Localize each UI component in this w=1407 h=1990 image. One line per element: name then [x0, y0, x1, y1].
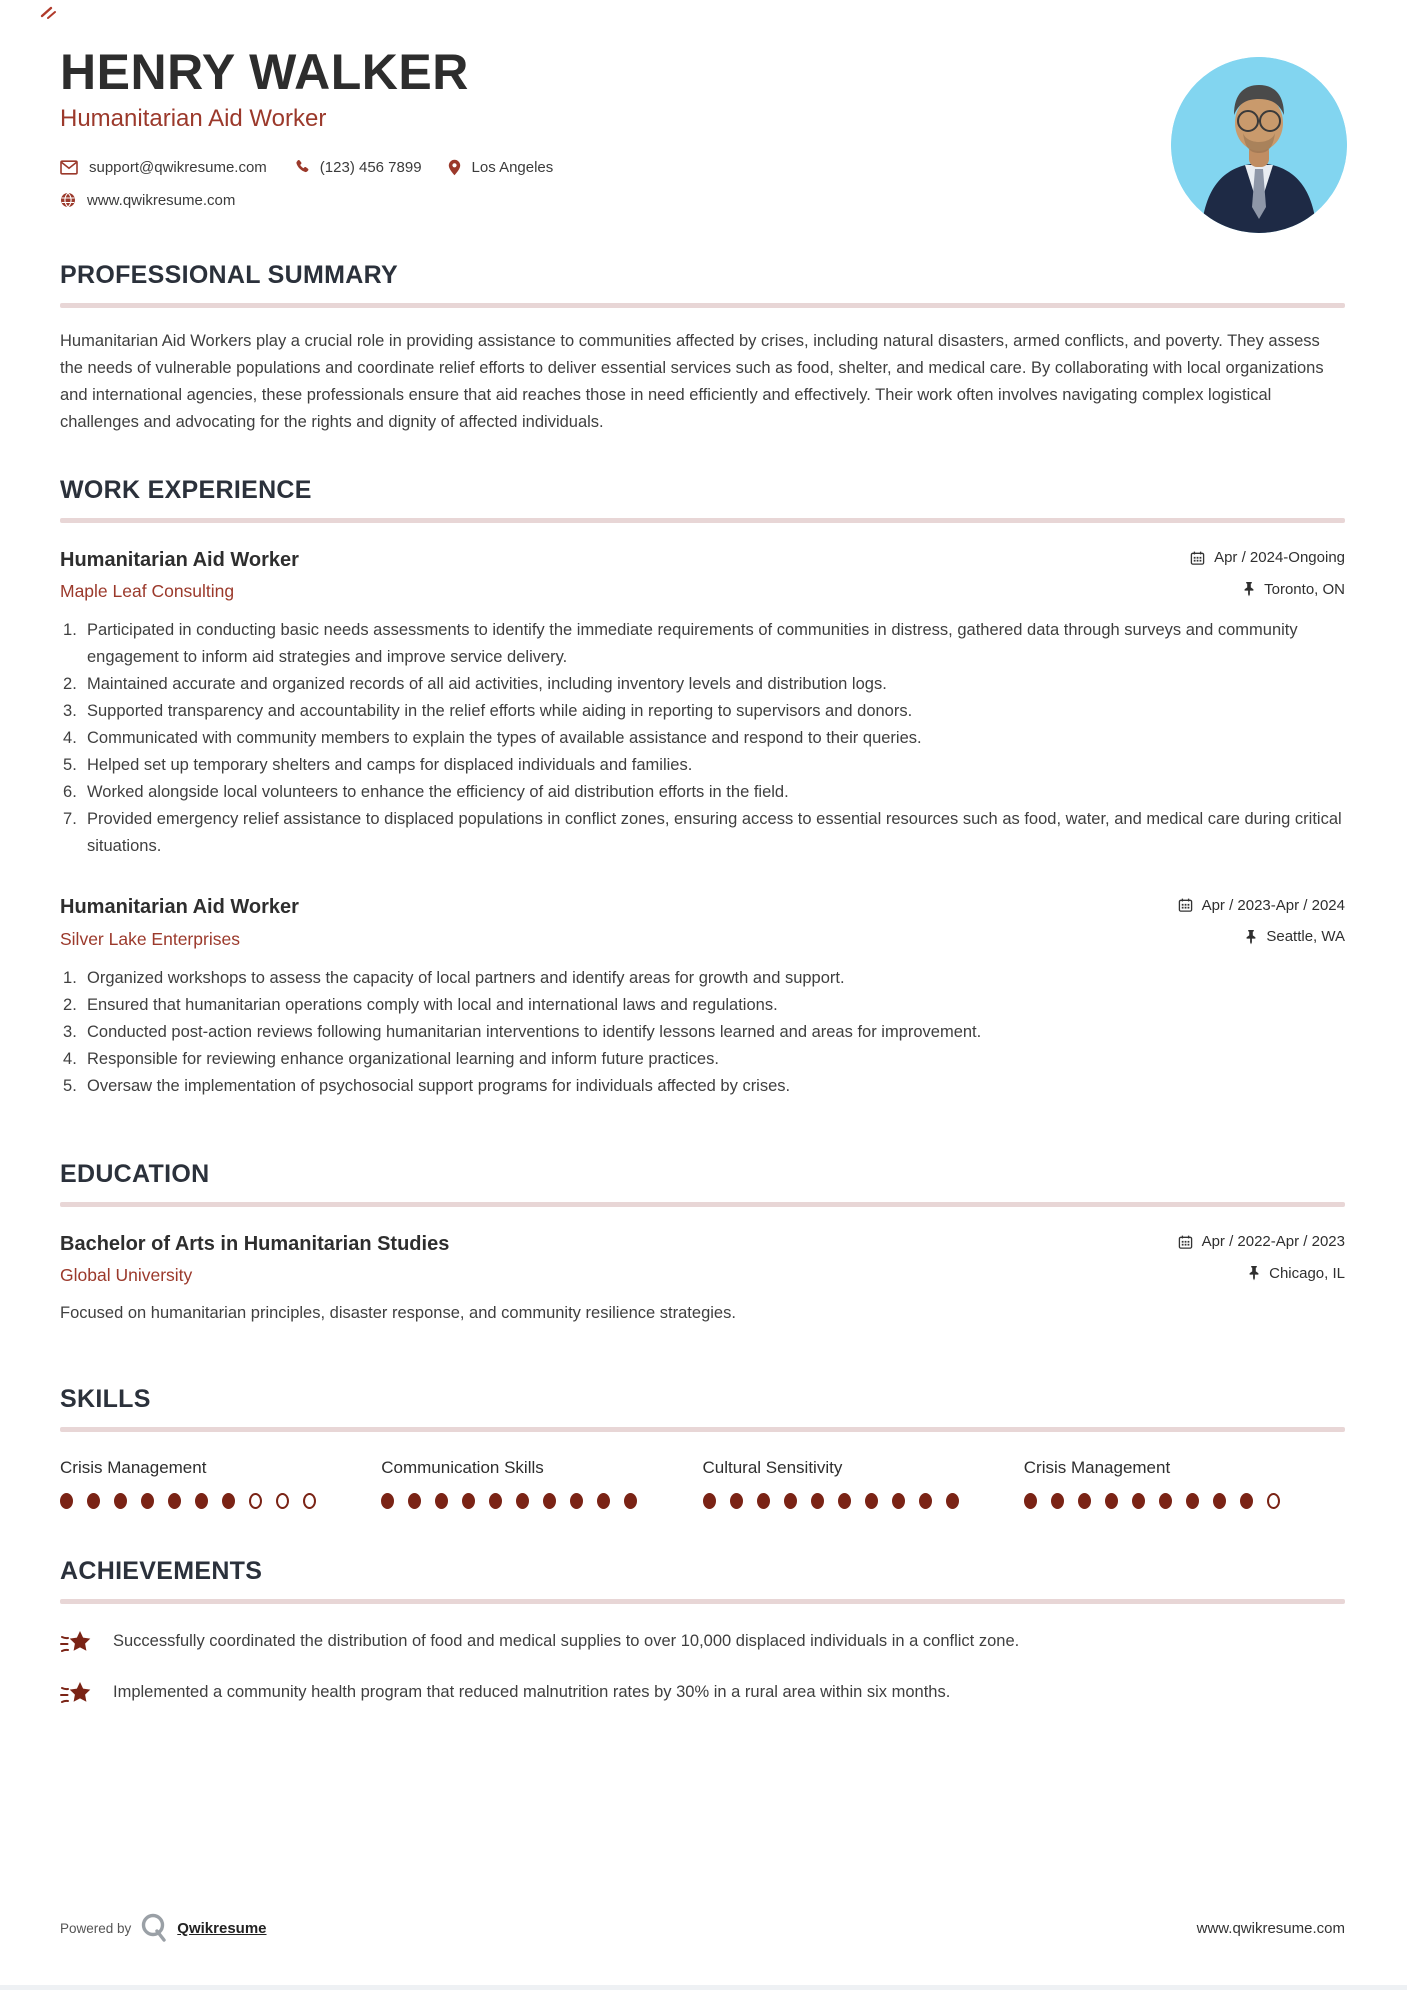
skill-dot-filled: [435, 1493, 448, 1509]
skill-name: Cultural Sensitivity: [702, 1458, 843, 1477]
pushpin-icon: [1245, 929, 1257, 945]
section-divider: [60, 1427, 1345, 1432]
skill-dot-filled: [195, 1493, 208, 1509]
job-bullet: Responsible for reviewing enhance organizational learning and inform future practices.: [87, 1049, 719, 1068]
education-location-text: Chicago, IL: [1269, 1264, 1345, 1282]
education-dates: [1178, 1233, 1345, 1250]
school-name: Global University: [60, 1265, 193, 1285]
job-entry: [60, 549, 1345, 861]
person-name: HENRY WALKER: [60, 44, 469, 100]
skill-dot-filled: [543, 1493, 556, 1509]
job-bullet: Supported transparency and accountability in the relief efforts while aiding in reporting to supervisors and donors.: [87, 702, 913, 720]
location-item: [448, 159, 554, 176]
skill-dot-filled: [1240, 1493, 1253, 1509]
section-work-experience: [60, 476, 1345, 1100]
powered-by: [60, 1912, 267, 1944]
section-skills: [60, 1385, 1345, 1509]
calendar-icon: [1178, 1234, 1193, 1250]
envelope-icon: [60, 160, 78, 175]
profile-photo-illustration: [1171, 57, 1347, 233]
skill-dot-filled: [892, 1493, 905, 1509]
job-bullet: Provided emergency relief assistance to displaced populations in conflict zones, ensuring access to essential resources such as food, water, and medical care during critical situations.: [87, 810, 1342, 855]
skill-item: [1024, 1458, 1345, 1509]
corner-mark-icon: [40, 5, 62, 19]
header: [60, 46, 1345, 209]
skill-dot-empty: [303, 1493, 316, 1509]
skill-dot-filled: [865, 1493, 878, 1509]
skill-dot-filled: [141, 1493, 154, 1509]
work-heading: WORK EXPERIENCE: [60, 475, 312, 504]
skill-item: [381, 1458, 702, 1509]
achievement-item: [60, 1628, 1345, 1659]
phone-text: (123) 456 7899: [319, 158, 422, 176]
skill-dot-filled: [1132, 1493, 1145, 1509]
calendar-icon: [1178, 897, 1193, 913]
job-bullet: Worked alongside local volunteers to enhance the efficiency of aid distribution efforts in the field.: [87, 783, 789, 801]
job-bullet-list: [60, 965, 1345, 1100]
skill-dot-empty: [249, 1493, 262, 1509]
footer: [60, 1912, 1345, 1944]
job-dates-text: Apr / 2024-Ongoing: [1214, 549, 1345, 566]
section-education: [60, 1160, 1345, 1328]
skill-dot-filled: [757, 1493, 770, 1509]
website-text: www.qwikresume.com: [87, 191, 236, 209]
jobs-container: [60, 549, 1345, 1100]
skill-dot-filled: [703, 1493, 716, 1509]
email-text: support@qwikresume.com: [89, 158, 267, 176]
achievement-text: Implemented a community health program that reduced malnutrition rates by 30% in a rural area within six months.: [113, 1683, 951, 1701]
job-location: [1245, 928, 1345, 945]
contact-row-2: [60, 192, 1345, 209]
section-divider: [60, 1202, 1345, 1207]
brand-link[interactable]: Qwikresume: [177, 1919, 267, 1937]
job-dates-text: Apr / 2023-Apr / 2024: [1201, 896, 1345, 914]
skill-dot-empty: [1267, 1493, 1280, 1509]
skills-grid: [60, 1458, 1345, 1509]
skill-dot-filled: [87, 1493, 100, 1509]
skill-dot-filled: [919, 1493, 932, 1509]
skill-dot-filled: [946, 1493, 959, 1509]
summary-text: Humanitarian Aid Workers play a crucial role in providing assistance to communities affected by crises, including natural disasters, armed conflicts, and poverty. They assess the needs of vulnerable populations and coordinate relief efforts to deliver essential services such as food, shelter, and medical care. By collaborating with local organizations and international agencies, these professionals ensure that aid reaches those in need efficiently and effectively. Their work often involves navigating complex logistical challenges and advocating for the rights and dignity of affected individuals.: [60, 331, 1324, 431]
education-description: Focused on humanitarian principles, disaster response, and community resilience strategies.: [60, 1304, 736, 1322]
map-pin-icon: [448, 159, 461, 176]
skill-dot-filled: [60, 1493, 73, 1509]
job-title: Humanitarian Aid Worker: [60, 548, 299, 571]
achievements-heading: ACHIEVEMENTS: [60, 1557, 263, 1585]
pushpin-icon: [1243, 581, 1255, 597]
achievement-text: Successfully coordinated the distribution of food and medical supplies to over 10,000 displaced individuals in a conflict zone.: [113, 1632, 1020, 1650]
job-bullet: Participated in conducting basic needs assessments to identify the immediate requirements of communities in distress, gathered data through surveys and community engagement to inform aid strategies and improve service delivery.: [87, 621, 1298, 666]
skill-dot-filled: [114, 1493, 127, 1509]
email-link[interactable]: [60, 159, 267, 176]
location-text: Los Angeles: [471, 158, 554, 176]
skill-name: Communication Skills: [381, 1458, 544, 1477]
job-location: [1243, 581, 1345, 598]
job-bullet: Ensured that humanitarian operations comply with local and international laws and regulations.: [87, 995, 778, 1014]
skill-dot-filled: [1024, 1493, 1037, 1509]
skill-rating: [60, 1493, 381, 1509]
skill-dot-filled: [811, 1493, 824, 1509]
job-location-text: Toronto, ON: [1264, 580, 1345, 598]
skill-dot-filled: [1159, 1493, 1172, 1509]
phone-icon: [293, 159, 309, 175]
education-entry: [60, 1233, 1345, 1328]
website-link[interactable]: [60, 192, 235, 209]
job-bullet: Maintained accurate and organized records of all aid activities, including inventory levels and distribution logs.: [87, 675, 887, 693]
skill-dot-filled: [168, 1493, 181, 1509]
job-bullet-list: [60, 617, 1345, 860]
phone-link[interactable]: [293, 159, 422, 176]
pushpin-icon: [1248, 1265, 1260, 1281]
skill-dot-filled: [516, 1493, 529, 1509]
summary-heading: PROFESSIONAL SUMMARY: [60, 260, 398, 289]
job-bullet: Communicated with community members to explain the types of available assistance and respond to their queries.: [87, 729, 922, 747]
award-star-icon: [60, 1680, 92, 1710]
education-location: [1248, 1265, 1345, 1282]
job-title: Humanitarian Aid Worker: [60, 896, 299, 918]
calendar-icon: [1190, 550, 1205, 566]
job-dates: [1178, 897, 1345, 914]
award-star-icon: [60, 1629, 92, 1659]
skills-heading: SKILLS: [60, 1385, 151, 1413]
skill-dot-filled: [1186, 1493, 1199, 1509]
job-bullet: Organized workshops to assess the capacity of local partners and identify areas for growth and support.: [87, 968, 845, 987]
globe-icon: [60, 192, 76, 208]
powered-by-text: Powered by: [60, 1920, 132, 1936]
skill-rating: [381, 1493, 702, 1509]
skill-rating: [1024, 1493, 1345, 1509]
section-achievements: [60, 1557, 1345, 1710]
footer-website[interactable]: www.qwikresume.com: [1196, 1919, 1345, 1937]
skill-dot-filled: [624, 1493, 637, 1509]
section-professional-summary: [60, 261, 1345, 436]
skill-rating: [703, 1493, 1024, 1509]
skill-dot-filled: [489, 1493, 502, 1509]
q-logo-icon: [140, 1912, 168, 1944]
job-entry: [60, 896, 1345, 1100]
skill-dot-filled: [381, 1493, 394, 1509]
job-bullet: Helped set up temporary shelters and camps for displaced individuals and families.: [87, 756, 693, 774]
job-company: Silver Lake Enterprises: [60, 928, 240, 949]
skill-dot-filled: [730, 1493, 743, 1509]
person-title: Humanitarian Aid Worker: [60, 104, 327, 132]
skill-dot-filled: [838, 1493, 851, 1509]
skill-item: [703, 1458, 1024, 1509]
skill-dot-filled: [408, 1493, 421, 1509]
skill-dot-filled: [1078, 1493, 1091, 1509]
education-heading: EDUCATION: [60, 1159, 210, 1188]
skill-dot-filled: [597, 1493, 610, 1509]
education-dates-text: Apr / 2022-Apr / 2023: [1201, 1233, 1345, 1250]
skill-dot-filled: [1051, 1493, 1064, 1509]
skill-dot-filled: [1105, 1493, 1118, 1509]
skill-item: [60, 1458, 381, 1509]
job-company: Maple Leaf Consulting: [60, 581, 235, 601]
page-bottom-strip: [0, 1985, 1407, 1990]
skill-name: Crisis Management: [60, 1458, 207, 1477]
section-divider: [60, 303, 1345, 308]
section-divider: [60, 518, 1345, 523]
skill-dot-filled: [222, 1493, 235, 1509]
contact-row-1: [60, 159, 1345, 176]
skill-dot-filled: [1213, 1493, 1226, 1509]
skill-name: Crisis Management: [1023, 1458, 1171, 1477]
job-bullet: Conducted post-action reviews following humanitarian interventions to identify lessons learned and areas for improvement.: [87, 1022, 982, 1041]
degree-title: Bachelor of Arts in Humanitarian Studies: [60, 1232, 450, 1255]
job-location-text: Seattle, WA: [1266, 928, 1345, 945]
profile-photo: [1171, 57, 1347, 233]
skill-dot-filled: [570, 1493, 583, 1509]
skill-dot-filled: [462, 1493, 475, 1509]
section-divider: [60, 1599, 1345, 1604]
job-bullet: Oversaw the implementation of psychosocial support programs for individuals affected by crises.: [87, 1076, 791, 1095]
skill-dot-empty: [276, 1493, 289, 1509]
job-dates: [1190, 549, 1345, 566]
achievements-list: [60, 1628, 1345, 1710]
achievement-item: [60, 1679, 1345, 1710]
skill-dot-filled: [784, 1493, 797, 1509]
